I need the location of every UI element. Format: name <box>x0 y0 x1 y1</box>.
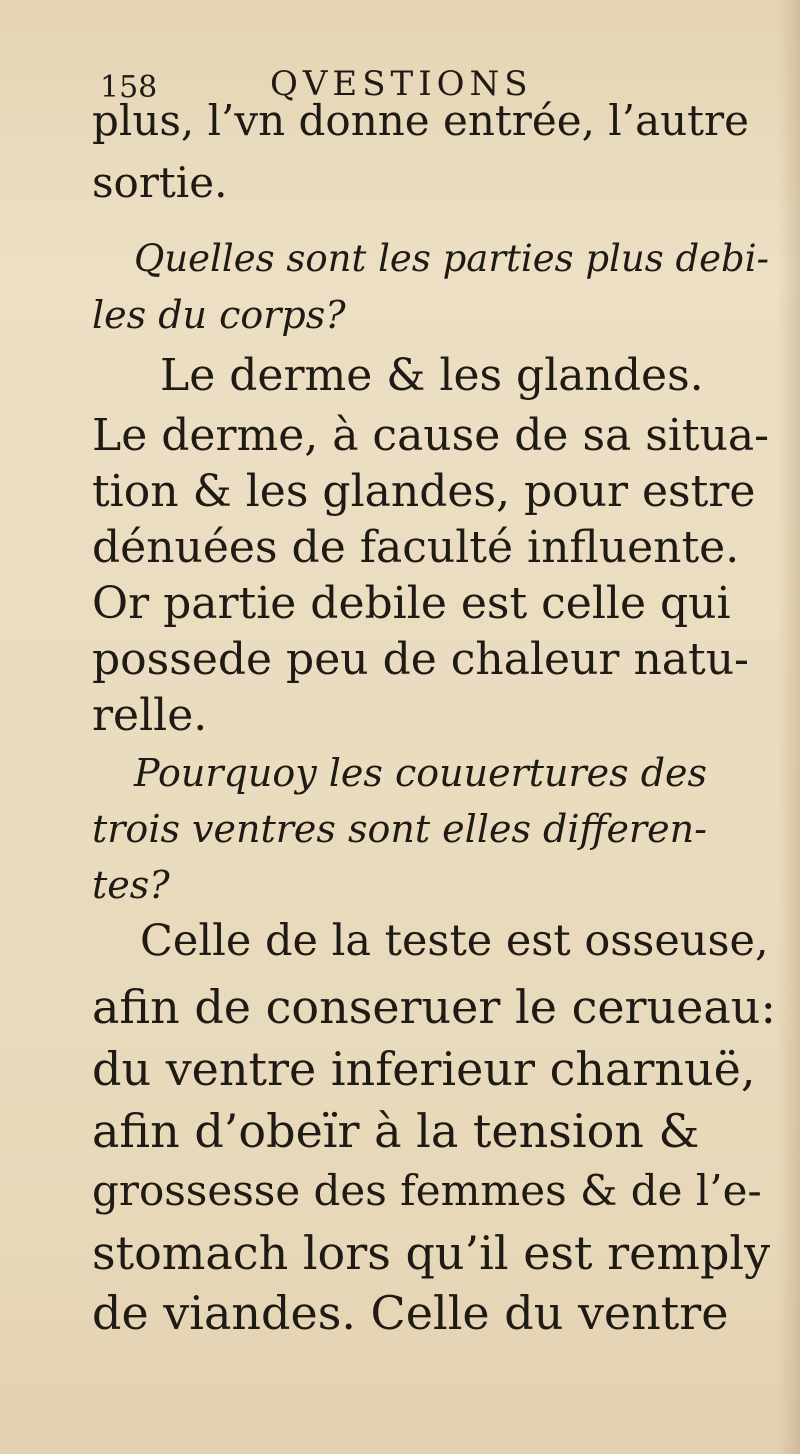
text-line: tion & les glandes, pour estre <box>92 466 756 517</box>
question-line: les du corps? <box>92 293 346 337</box>
question-line: Pourquoy les couuertures des <box>134 751 708 795</box>
page-number: 158 <box>100 70 158 105</box>
text-line: Or partie debile est celle qui <box>92 578 731 629</box>
question-line: trois ventres sont elles differen- <box>92 807 707 851</box>
text-line: relle. <box>92 690 208 741</box>
question-line: Quelles sont les parties plus debi- <box>134 237 770 280</box>
text-line: de viandes. Celle du ventre <box>92 1286 729 1340</box>
text-line: grossesse des femmes & de l’e- <box>92 1166 762 1215</box>
text-line: stomach lors qu’il est remply <box>92 1226 771 1280</box>
text-line: afin d’obeïr à la tension & <box>92 1104 700 1158</box>
text-line: sortie. <box>92 158 228 207</box>
text-line: Le derme & les glandes. <box>160 350 704 401</box>
text-line: Le derme, à cause de sa situa- <box>92 410 770 461</box>
text-line: dénuées de faculté influente. <box>92 522 740 573</box>
text-line: afin de conseruer le cerueau: <box>92 980 776 1034</box>
text-line: du ventre inferieur charnuë, <box>92 1042 756 1096</box>
text-line: Celle de la teste est osseuse, <box>140 916 769 966</box>
text-line: possede peu de chaleur natu- <box>92 634 749 685</box>
text-line: plus, l’vn donne entrée, l’autre <box>92 96 749 145</box>
question-line: tes? <box>92 863 170 907</box>
page-edge-shadow <box>778 0 800 1454</box>
running-title: QVESTIONS <box>270 64 533 104</box>
